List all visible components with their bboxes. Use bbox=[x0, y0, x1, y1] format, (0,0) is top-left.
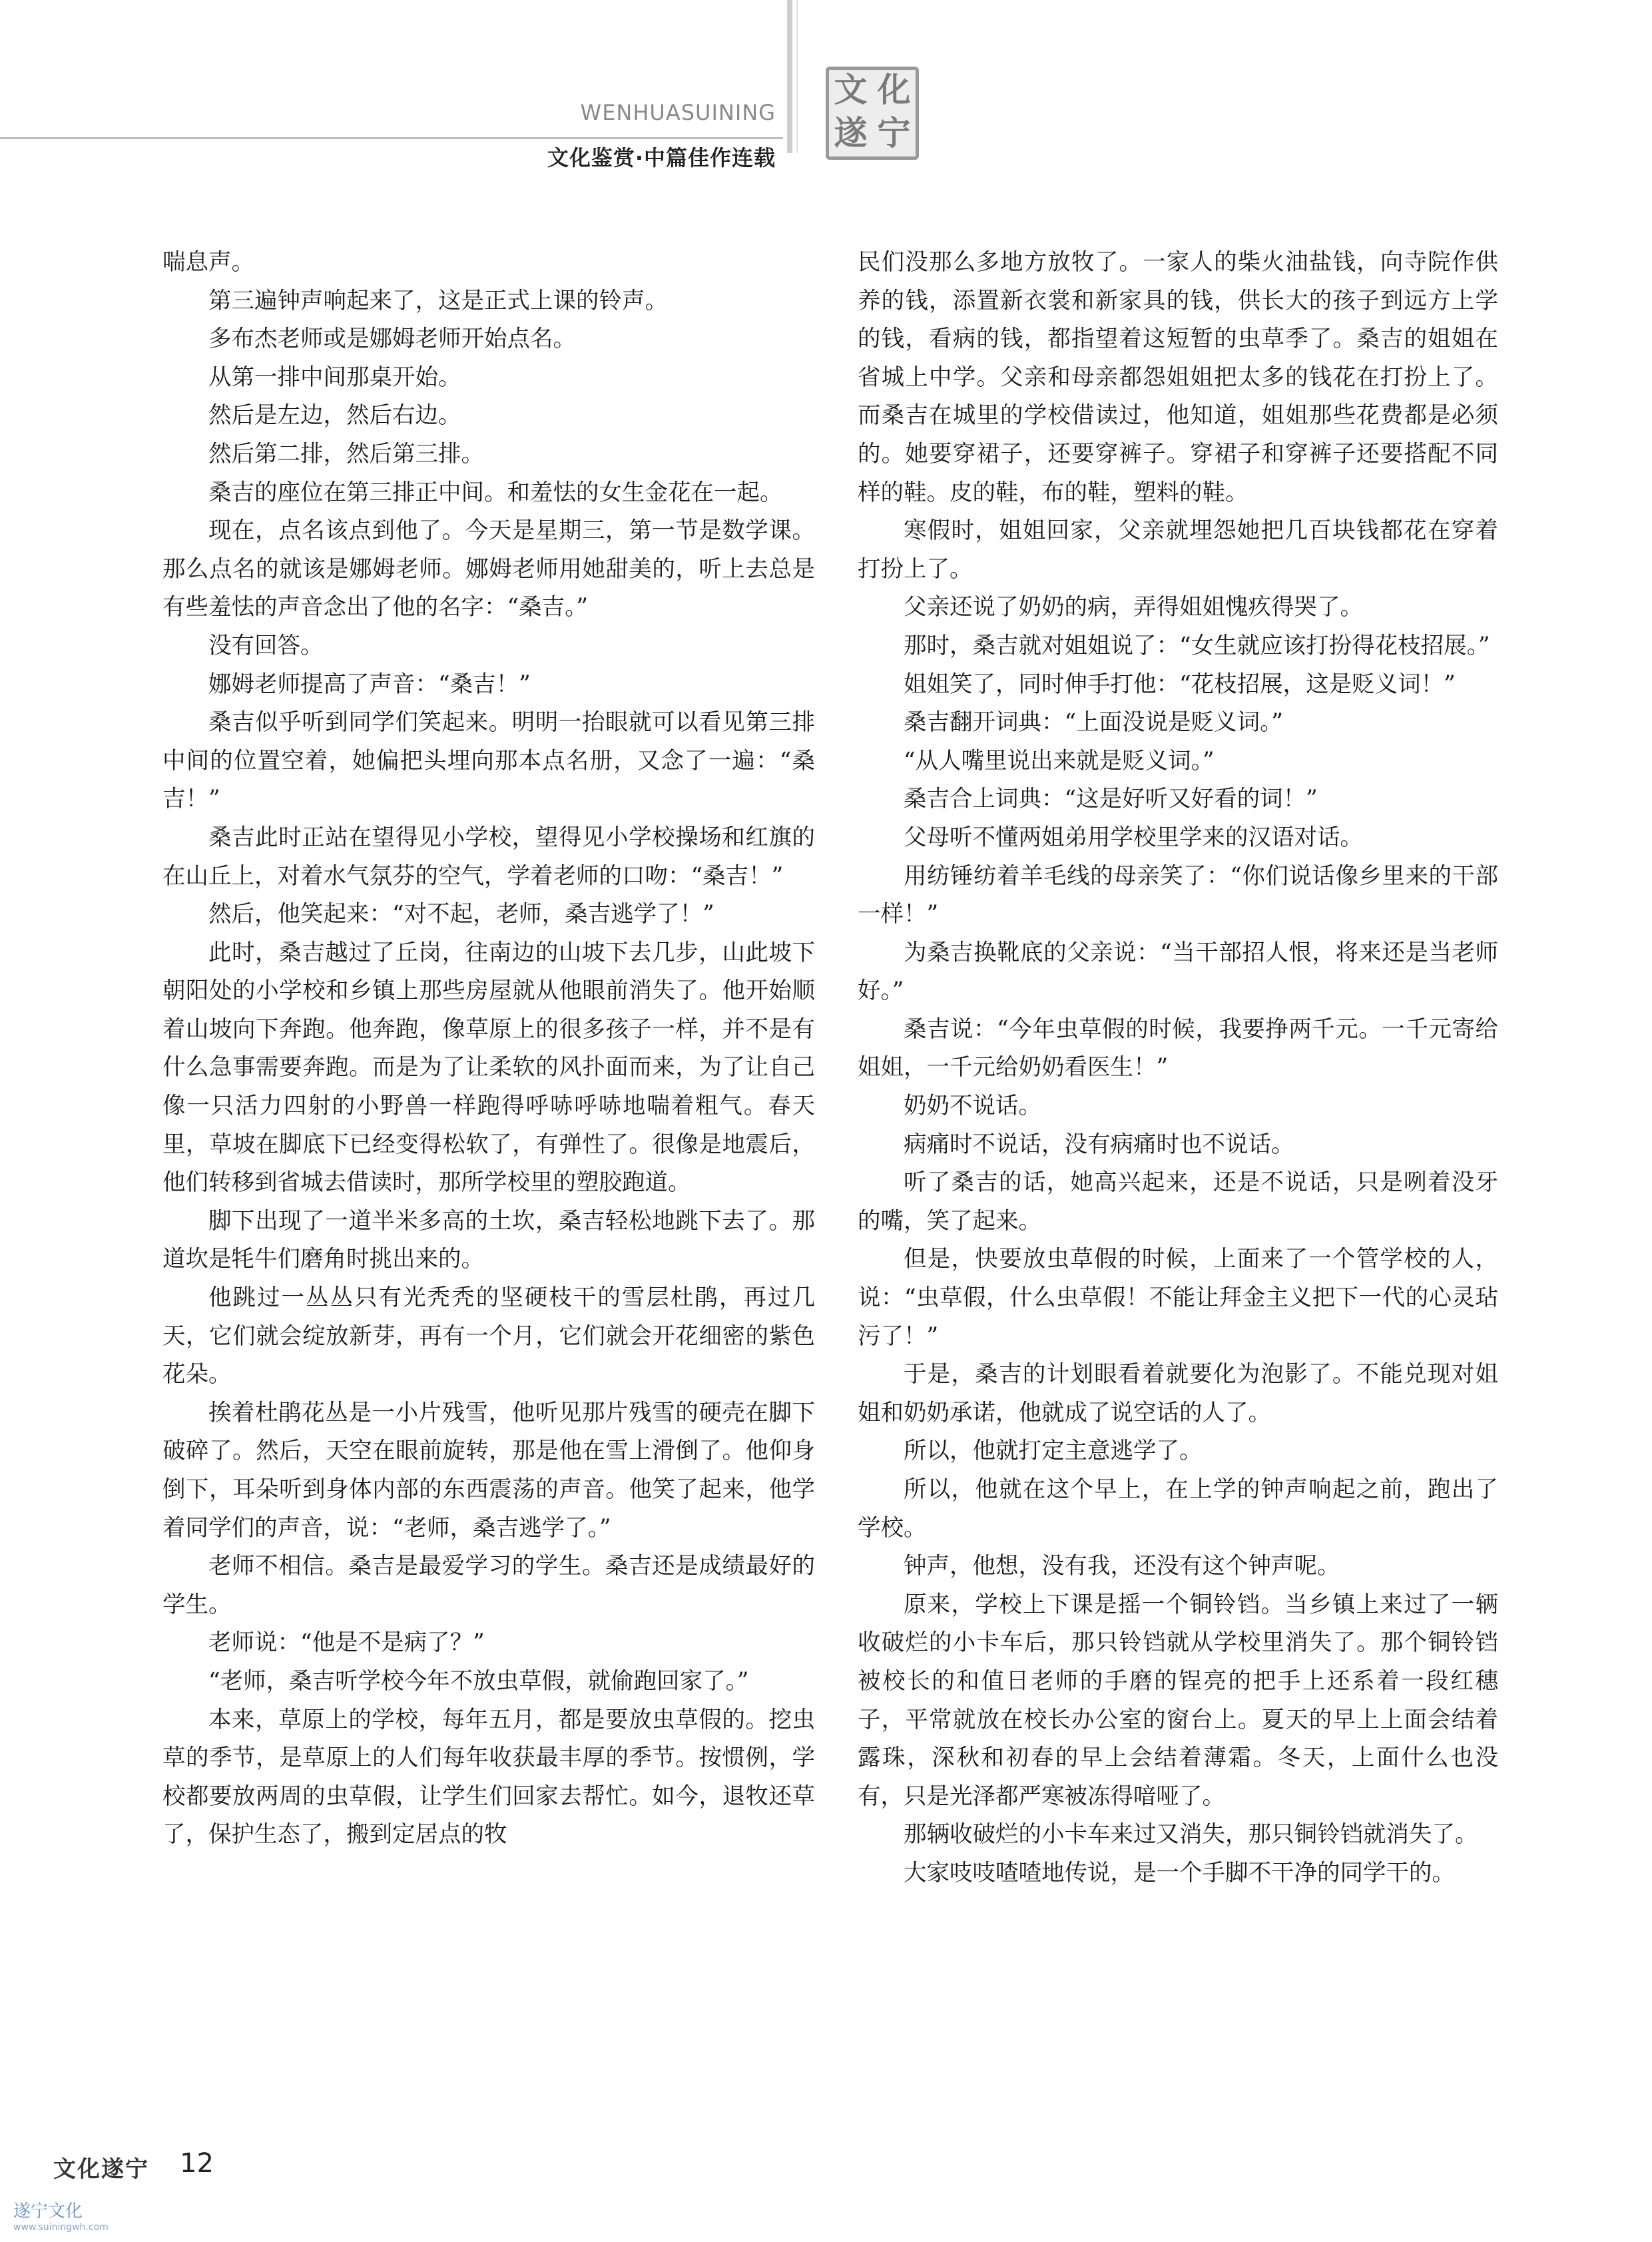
paragraph: 病痛时不说话，没有病痛时也不说话。 bbox=[904, 1131, 1294, 1158]
paragraph: 那辆收破烂的小卡车来过又消失，那只铜铃铛就消失了。 bbox=[904, 1821, 1478, 1848]
paragraph: 所以，他就在这个早上，在上学的钟声响起之前，跑出了学校。 bbox=[858, 1476, 1498, 1541]
seal-char: 文 bbox=[834, 70, 868, 109]
paragraph: 桑吉翻开词典：“上面没说是贬义词。” bbox=[904, 709, 1284, 736]
paragraph: 听了桑吉的话，她高兴起来，还是不说话，只是咧着没牙的嘴，笑了起来。 bbox=[858, 1169, 1498, 1235]
paragraph: 桑吉此时正站在望得见小学校，望得见小学校操场和红旗的在山丘上，对着水气氛芬的空气，学着老师的口吻：“桑吉！” bbox=[162, 824, 815, 890]
paragraph: 用纺锤纺着羊毛线的母亲笑了：“你们说话像乡里来的干部一样！” bbox=[858, 862, 1498, 928]
paragraph: 民们没那么多地方放牧了。一家人的柴火油盐钱，向寺院作供养的钱，添置新衣裳和新家具的钱，供长大的孩子到远方上学的钱，看病的钱，都指望着这短暂的虫草季了。桑吉的姐姐在省城上中学。父亲和母亲都怨姐姐把太多的钱花在打扮上了。而桑吉在城里的学校借读过，他知道，姐姐那些花费都是必须的。她要穿裙子，还要穿裤子。穿裙子和穿裤子还要搭配不同样的鞋。皮的鞋，布的鞋，塑料的鞋。 bbox=[858, 249, 1498, 506]
paragraph: 第三遍钟声响起来了，这是正式上课的铃声。 bbox=[208, 287, 668, 314]
article-column-right bbox=[858, 244, 1498, 1893]
paragraph: 多布杰老师或是娜姆老师开始点名。 bbox=[208, 326, 576, 353]
paragraph: 桑吉的座位在第三排正中间。和羞怯的女生金花在一起。 bbox=[208, 479, 783, 506]
paragraph: 所以，他就打定主意逃学了。 bbox=[904, 1438, 1203, 1465]
paragraph: 然后，他笑起来：“对不起，老师，桑吉逃学了！” bbox=[208, 901, 714, 928]
footer-logo bbox=[13, 2197, 109, 2233]
paragraph: 父亲还说了奶奶的病，弄得姐姐愧疚得哭了。 bbox=[904, 594, 1363, 621]
paragraph: 喘息声。 bbox=[162, 249, 254, 276]
paragraph: 姐姐笑了，同时伸手打他：“花枝招展，这是贬义词！” bbox=[904, 671, 1456, 698]
paragraph: 从第一排中间那桌开始。 bbox=[208, 364, 461, 391]
header-divider-vertical bbox=[787, 0, 792, 153]
seal-char: 宁 bbox=[877, 113, 911, 152]
paragraph: 桑吉说：“今年虫草假的时候，我要挣两千元。一千元寄给姐姐，一千元给奶奶看医生！” bbox=[858, 1015, 1498, 1081]
paragraph: 桑吉合上词典：“这是好听又好看的词！” bbox=[904, 786, 1318, 813]
paragraph: 桑吉似乎听到同学们笑起来。明明一抬眼就可以看见第三排中间的位置空着，她偏把头埋向那本点名册，又念了一遍：“桑吉！” bbox=[162, 709, 815, 813]
paragraph: 于是，桑吉的计划眼看着就要化为泡影了。不能兑现对姐姐和奶奶承诺，他就成了说空话的人了。 bbox=[858, 1361, 1498, 1426]
paragraph: 挨着杜鹃花丛是一小片残雪，他听见那片残雪的硬壳在脚下破碎了。然后，天空在眼前旋转，那是他在雪上滑倒了。他仰身倒下，耳朵听到身体内部的东西震荡的声音。他笑了起来，他学着同学们的声音，说：“老师，桑吉逃学了。” bbox=[162, 1399, 815, 1541]
paragraph: 那时，桑吉就对姐姐说了：“女生就应该打扮得花枝招展。” bbox=[904, 632, 1490, 659]
header-divider-horizontal bbox=[0, 137, 783, 139]
footer-magazine-mark: 文化遂宁 bbox=[53, 2156, 149, 2183]
paragraph: 老师不相信。桑吉是最爱学习的学生。桑吉还是成绩最好的学生。 bbox=[162, 1553, 815, 1618]
paragraph: 此时，桑吉越过了丘岗，往南边的山坡下去几步，山此坡下朝阳处的小学校和乡镇上那些房屋就从他眼前消失了。他开始顺着山坡向下奔跑。他奔跑，像草原上的很多孩子一样，并不是有什么急事需要奔跑。而是为了让柔软的风扑面而来，为了让自己像一只活力四射的小野兽一样跑得呼哧呼哧地喘着粗气。春天里，草坡在脚底下已经变得松软了，有弹性了。很像是地震后，他们转移到省城去借读时，那所学校里的塑胶跑道。 bbox=[162, 939, 815, 1197]
paragraph: 寒假时，姐姐回家，父亲就埋怨她把几百块钱都花在穿着打扮上了。 bbox=[858, 517, 1498, 583]
footer-logo-url: www.suiningwh.com bbox=[13, 2222, 109, 2233]
paragraph: “从人嘴里说出来就是贬义词。” bbox=[904, 747, 1215, 774]
header-section-label: 文化鉴赏·中篇佳作连载 bbox=[547, 145, 776, 170]
paragraph: 现在，点名该点到他了。今天是星期三，第一节是数学课。那么点名的就该是娜姆老师。娜姆老师用她甜美的，听上去总是有些羞怯的声音念出了他的名字：“桑吉。” bbox=[162, 517, 815, 621]
article-column-left bbox=[162, 244, 815, 1854]
paragraph: 然后第二排，然后第三排。 bbox=[208, 440, 484, 467]
paragraph: 奶奶不说话。 bbox=[904, 1093, 1041, 1120]
paragraph: 老师说：“他是不是病了？” bbox=[208, 1629, 485, 1657]
footer-logo-text: 遂宁文化 bbox=[13, 2201, 83, 2221]
paragraph: 没有回答。 bbox=[208, 632, 324, 659]
paragraph: 原来，学校上下课是摇一个铜铃铛。当乡镇上来过了一辆收破烂的小卡车后，那只铃铛就从学校里消失了。那个铜铃铛被校长的和值日老师的手磨的锃亮的把手上还系着一段红穗子，平常就放在校长办公室的窗台上。夏天的早上上面会结着露珠，深秋和初春的早上会结着薄霜。冬天，上面什么也没有，只是光泽都严寒被冻得喑哑了。 bbox=[858, 1591, 1498, 1810]
paragraph: 为桑吉换靴底的父亲说：“当干部招人恨，将来还是当老师好。” bbox=[858, 939, 1498, 1005]
header-divider-vertical-thin bbox=[796, 0, 798, 153]
paragraph: 然后是左边，然后右边。 bbox=[208, 402, 461, 429]
header-english-title: WENHUASUINING bbox=[580, 100, 776, 125]
paragraph: 本来，草原上的学校，每年五月，都是要放虫草假的。挖虫草的季节，是草原上的人们每年收获最丰厚的季节。按惯例，学校都要放两周的虫草假，让学生们回家去帮忙。如今，退牧还草了，保护生态了，搬到定居点的牧 bbox=[162, 1706, 815, 1848]
paragraph: 娜姆老师提高了声音：“桑吉！” bbox=[208, 671, 531, 698]
seal-char: 化 bbox=[877, 70, 911, 109]
paragraph: 大家吱吱喳喳地传说，是一个手脚不干净的同学干的。 bbox=[904, 1859, 1455, 1886]
paragraph: 父母听不懂两姐弟用学校里学来的汉语对话。 bbox=[904, 824, 1363, 851]
paragraph: 脚下出现了一道半米多高的土坎，桑吉轻松地跳下去了。那道坎是牦牛们磨角时挑出来的。 bbox=[162, 1207, 815, 1273]
paragraph: 钟声，他想，没有我，还没有这个钟声呢。 bbox=[904, 1553, 1340, 1580]
page-number: 12 bbox=[180, 2148, 214, 2179]
magazine-seal-logo bbox=[826, 67, 919, 160]
paragraph: “老师，桑吉听学校今年不放虫草假，就偷跑回家了。” bbox=[208, 1667, 749, 1695]
paragraph: 但是，快要放虫草假的时候，上面来了一个管学校的人，说：“虫草假，什么虫草假！不能让拜金主义把下一代的心灵玷污了！” bbox=[858, 1246, 1498, 1350]
paragraph: 他跳过一丛丛只有光秃秃的坚硬枝干的雪层杜鹃，再过几天，它们就会绽放新芽，再有一个月，它们就会开花细密的紫色花朵。 bbox=[162, 1284, 815, 1388]
seal-char: 遂 bbox=[834, 113, 868, 152]
